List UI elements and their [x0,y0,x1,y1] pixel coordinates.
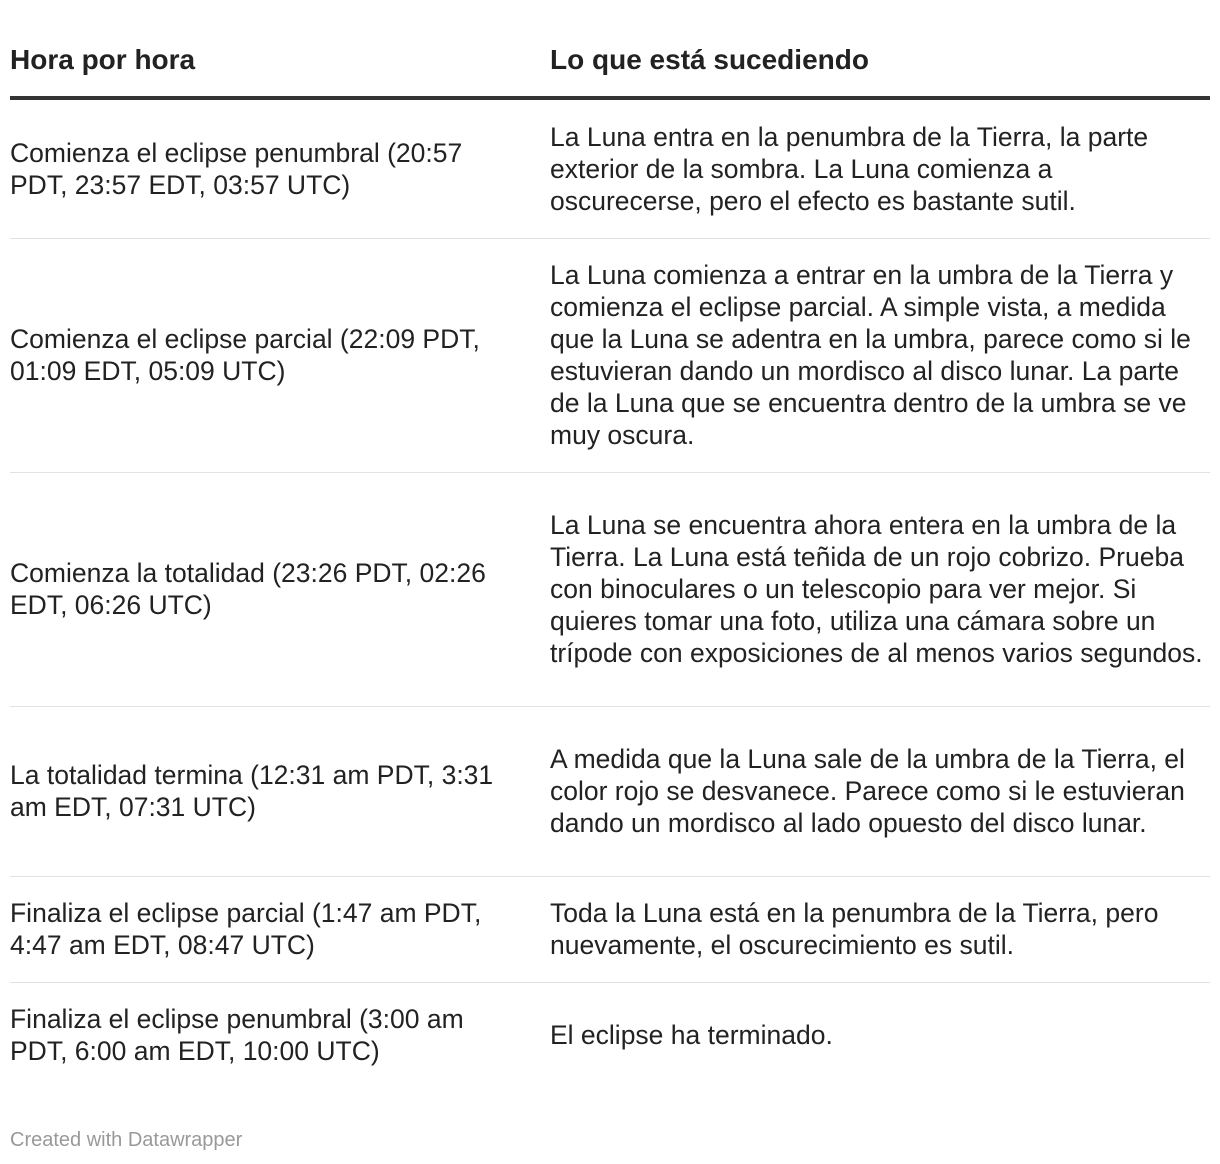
event-cell: La Luna se encuentra ahora entera en la umbra de la Tierra. La Luna está teñida de un rojo cobrizo. Prueba con binoculares o un telescopio para ver mejor. Si quieres tomar una foto, utiliza una cámara sobre un trípode con exposiciones de al menos varios segundos. [550,472,1210,706]
event-cell: La Luna entra en la penumbra de la Tierra, la parte exterior de la sombra. La Luna comienza a oscurecerse, pero el efecto es bastante sutil. [550,98,1210,238]
table-row [10,876,1210,982]
column-header-event: Lo que está sucediendo [550,0,1210,98]
time-cell: Comienza el eclipse penumbral (20:57 PDT, 23:57 EDT, 03:57 UTC) [10,98,550,238]
eclipse-timeline-table-container [10,0,1210,1088]
event-cell: El eclipse ha terminado. [550,1020,833,1051]
time-cell: Comienza el eclipse parcial (22:09 PDT, 01:09 EDT, 05:09 UTC) [10,238,550,472]
time-cell: Finaliza el eclipse penumbral (3:00 am PDT, 6:00 am EDT, 10:00 UTC) [10,1004,464,1067]
time-cell: Finaliza el eclipse parcial (1:47 am PDT, 4:47 am EDT, 08:47 UTC) [10,876,550,982]
table-row [10,706,1210,876]
event-cell: Toda la Luna está en la penumbra de la Tierra, pero nuevamente, el oscurecimiento es sutil. [550,876,1210,982]
table-row [10,98,1210,238]
table-body [10,98,1210,1088]
table-row [10,238,1210,472]
time-cell: Comienza la totalidad (23:26 PDT, 02:26 EDT, 06:26 UTC) [10,472,550,706]
table-header [10,0,1210,98]
table-row [10,982,1210,1088]
table-row [10,472,1210,706]
column-header-time: Hora por hora [10,0,550,98]
header-row [10,0,1210,98]
time-cell: La totalidad termina (12:31 am PDT, 3:31 am EDT, 07:31 UTC) [10,706,550,876]
event-cell: La Luna comienza a entrar en la umbra de la Tierra y comienza el eclipse parcial. A simple vista, a medida que la Luna se adentra en la umbra, parece como si le estuvieran dando un mordisco al disco lunar. La parte de la Luna que se encuentra dentro de la umbra se ve muy oscura. [550,238,1210,472]
datawrapper-credit: Created with Datawrapper [10,1129,243,1151]
event-cell: A medida que la Luna sale de la umbra de la Tierra, el color rojo se desvanece. Parece como si le estuvieran dando un mordisco al lado opuesto del disco lunar. [550,706,1210,876]
eclipse-timeline-table [10,0,1210,1088]
